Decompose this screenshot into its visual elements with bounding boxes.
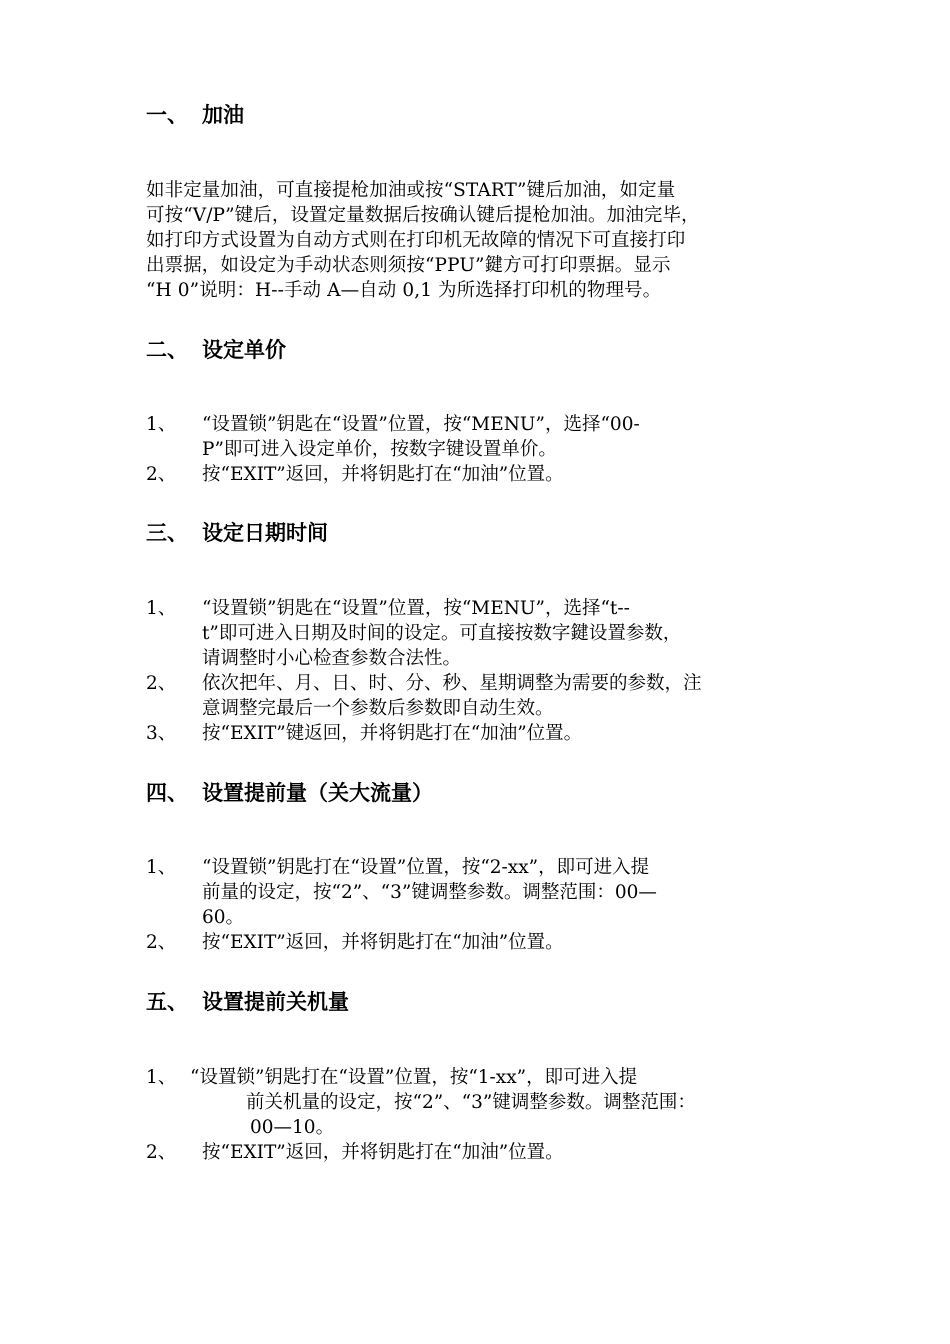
list-item-number: 2、 [146,1142,177,1163]
paragraph-line: 出票据，如设定为手动状态则须按“PPU”鍵方可打印票据。显示 [146,255,671,276]
list-item-line: 前关机量的设定，按“2”、“3”键调整参数。调整范围： [246,1092,696,1113]
list-item [146,721,582,746]
list-item-number: 2、 [146,932,177,953]
section-number: 三、 [146,521,188,545]
list-item-line: 依次把年、月、日、时、分、秒、星期调整为需要的参数，注 [202,673,702,694]
list-item-line: 按“EXIT”返回，并将钥匙打在“加油”位置。 [202,932,564,953]
list-item-number: 1、 [146,1067,177,1088]
list-item-number: 2、 [146,464,177,485]
list-item-number: 1、 [146,598,177,619]
list-item-line: “设置锁”钥匙打在“设置”位置，按“2-xx”，即可进入提 [202,857,650,878]
section-paragraph-1 [146,178,814,303]
section-heading-3 [146,519,328,547]
section-title: 加油 [202,103,244,127]
section-title: 设定日期时间 [202,521,328,545]
list-item [146,462,564,487]
list-item-line: 按“EXIT”返回，并将钥匙打在“加油”位置。 [202,1142,564,1163]
list-item [146,412,640,462]
list-item-line: 前量的设定，按“2”、“3”键调整参数。调整范围：00— [202,882,657,903]
list-item [146,855,657,930]
list-item-line: 00—10。 [250,1117,335,1138]
list-item-line: “设置锁”钥匙打在“设置”位置，按“1-xx”，即可进入提 [190,1067,638,1088]
section-heading-1 [146,101,244,129]
paragraph-line: 如非定量加油，可直接提枪加油或按“START”键后加油，如定量 [146,180,676,201]
list-item-line: 按“EXIT”返回，并将钥匙打在“加油”位置。 [202,464,564,485]
paragraph-line: “H 0”说明：H--手动 A—自动 0,1 为所选择打印机的物理号。 [146,280,662,301]
list-item-line: 按“EXIT”键返回，并将钥匙打在“加油”位置。 [202,723,583,744]
list-item [146,1065,696,1140]
section-number: 五、 [146,990,188,1014]
list-item-number: 3、 [146,723,177,744]
list-item-line: t”即可进入日期及时间的设定。可直接按数字鍵设置参数， [202,623,682,644]
paragraph-line: 如打印方式设置为自动方式则在打印机无故障的情况下可直接打印 [146,230,686,251]
paragraph-line: 可按“V/P”键后，设置定量数据后按确认键后提枪加油。加油完毕， [146,205,700,226]
section-title: 设置提前量（关大流量） [202,781,433,805]
list-item-line: 意调整完最后一个参数后参数即自动生效。 [202,698,554,719]
section-heading-5 [146,988,349,1016]
section-number: 一、 [146,103,188,127]
section-heading-2 [146,336,286,364]
list-item [146,930,564,955]
list-item-number: 1、 [146,414,177,435]
list-item-line: P”即可进入设定单价，按数字键设置单价。 [202,439,557,460]
list-item [146,596,681,671]
list-item [146,671,702,721]
section-title: 设定单价 [202,338,286,362]
list-item-line: “设置锁”钥匙在“设置”位置，按“MENU”，选择“00- [202,414,640,435]
section-number: 四、 [146,781,188,805]
list-item [146,1140,564,1165]
list-item-line: 60。 [202,907,245,928]
list-item-line: “设置锁”钥匙在“设置”位置，按“MENU”，选择“t-- [202,598,630,619]
list-item-line: 请调整时小心检查参数合法性。 [202,648,462,669]
section-heading-4 [146,779,433,807]
section-number: 二、 [146,338,188,362]
list-item-number: 1、 [146,857,177,878]
list-item-number: 2、 [146,673,177,694]
section-title: 设置提前关机量 [202,990,349,1014]
